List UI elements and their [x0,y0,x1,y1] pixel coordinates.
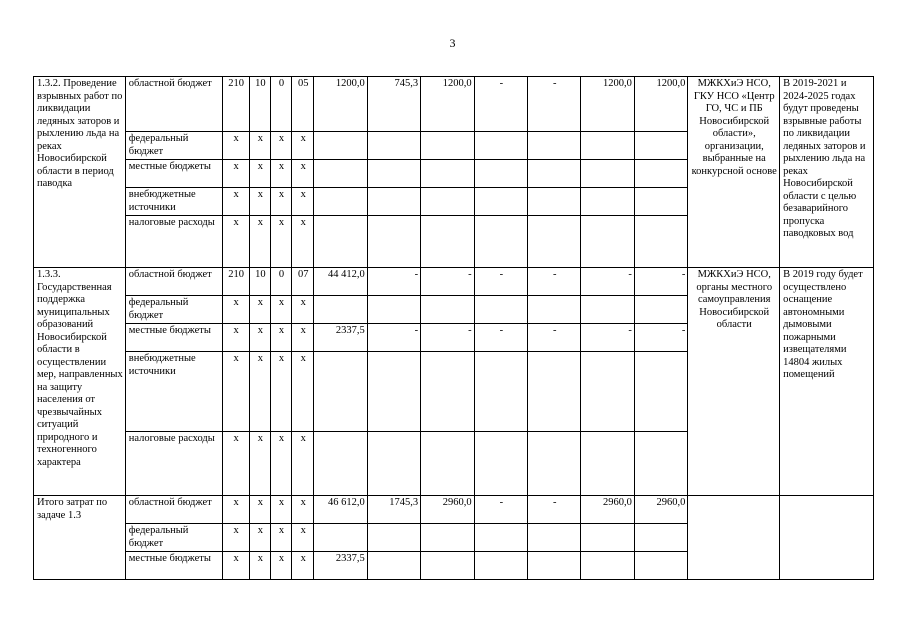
amount-year-4: - [528,324,581,352]
amount-year-1 [367,160,420,188]
amount-year-2 [421,132,474,160]
amount-total [314,296,367,324]
amount-year-1 [367,432,420,496]
code-grbs: x [222,524,249,552]
code-grbs: 210 [222,77,249,132]
code-csr: x [292,524,314,552]
amount-year-4 [528,216,581,268]
funding-source: федеральный бюджет [125,524,222,552]
funding-source: внебюджетные источники [125,352,222,432]
amount-year-5 [581,432,634,496]
code-grbs: x [222,552,249,580]
amount-year-6 [634,160,687,188]
code-pr: x [270,216,291,268]
expected-result [780,496,874,580]
amount-year-3 [474,352,527,432]
amount-year-1 [367,216,420,268]
amount-year-5 [581,160,634,188]
funding-source: федеральный бюджет [125,296,222,324]
amount-year-4 [528,352,581,432]
amount-total [314,352,367,432]
amount-year-1 [367,524,420,552]
code-csr: x [292,132,314,160]
code-csr: 07 [292,268,314,296]
code-csr: x [292,432,314,496]
funding-source: областной бюджет [125,77,222,132]
amount-year-5 [581,524,634,552]
funding-source: местные бюджеты [125,552,222,580]
code-rz: x [249,352,270,432]
amount-year-5 [581,132,634,160]
amount-year-5: - [581,324,634,352]
amount-year-1 [367,188,420,216]
code-pr: x [270,524,291,552]
amount-total [314,188,367,216]
funding-source: местные бюджеты [125,160,222,188]
code-pr: x [270,552,291,580]
amount-year-2 [421,188,474,216]
responsible-organization [688,496,780,580]
amount-total [314,160,367,188]
amount-year-1 [367,296,420,324]
activity-name: 1.3.2. Проведение взрывных работ по ликвидации ледяных заторов и рыхлению льда на реках Новосибирской области в период паводка [34,77,126,268]
code-csr: x [292,496,314,524]
code-csr: x [292,188,314,216]
amount-year-3 [474,160,527,188]
code-grbs: x [222,296,249,324]
code-pr: x [270,432,291,496]
amount-year-6: 1200,0 [634,77,687,132]
amount-year-5: 2960,0 [581,496,634,524]
amount-year-3 [474,216,527,268]
amount-year-6 [634,524,687,552]
amount-total: 2337,5 [314,552,367,580]
code-rz: x [249,496,270,524]
amount-year-6 [634,352,687,432]
code-rz: x [249,324,270,352]
code-grbs: x [222,352,249,432]
table-row [34,496,874,524]
code-grbs: x [222,496,249,524]
table-row [34,77,874,132]
amount-year-1: 1745,3 [367,496,420,524]
responsible-organization: МЖКХиЭ НСО, органы местного самоуправления Новосибирской области [688,268,780,496]
code-grbs: 210 [222,268,249,296]
code-csr: 05 [292,77,314,132]
amount-year-4: - [528,496,581,524]
code-pr: x [270,188,291,216]
amount-year-4 [528,296,581,324]
code-grbs: x [222,432,249,496]
amount-year-1: 745,3 [367,77,420,132]
amount-year-2: - [421,324,474,352]
amount-year-4 [528,132,581,160]
amount-year-5 [581,216,634,268]
amount-total: 2337,5 [314,324,367,352]
amount-year-4 [528,160,581,188]
table-row [34,268,874,296]
amount-total: 46 612,0 [314,496,367,524]
code-pr: x [270,324,291,352]
amount-total: 44 412,0 [314,268,367,296]
amount-year-2 [421,552,474,580]
expected-result: В 2019-2021 и 2024-2025 годах будут проведены взрывные работы по ликвидации ледяных заторов и рыхлению льда на реках Новосибирской области с целью безаварийного пропуска паводковых вод [780,77,874,268]
code-csr: x [292,296,314,324]
amount-year-3: - [474,77,527,132]
amount-year-4: - [528,77,581,132]
amount-year-2 [421,216,474,268]
code-pr: x [270,352,291,432]
amount-year-3: - [474,324,527,352]
code-rz: x [249,216,270,268]
responsible-organization: МЖКХиЭ НСО, ГКУ НСО «Центр ГО, ЧС и ПБ Новосибирской области», организации, выбранные на конкурсной основе [688,77,780,268]
code-rz: x [249,296,270,324]
code-pr: x [270,160,291,188]
amount-year-1 [367,552,420,580]
funding-source: областной бюджет [125,496,222,524]
amount-year-6: - [634,324,687,352]
code-pr: 0 [270,77,291,132]
amount-year-2: - [421,268,474,296]
amount-year-6: - [634,268,687,296]
expected-result: В 2019 году будет осуществлено оснащение автономными дымовыми пожарными извещателями 14804 жилых помещений [780,268,874,496]
amount-year-6 [634,432,687,496]
code-csr: x [292,160,314,188]
amount-year-3 [474,188,527,216]
amount-year-2 [421,524,474,552]
code-rz: x [249,132,270,160]
amount-total [314,432,367,496]
code-pr: x [270,132,291,160]
amount-total: 1200,0 [314,77,367,132]
amount-year-5 [581,188,634,216]
amount-year-5 [581,552,634,580]
amount-year-6 [634,552,687,580]
code-rz: 10 [249,77,270,132]
amount-year-3 [474,552,527,580]
amount-year-1: - [367,268,420,296]
amount-year-2 [421,296,474,324]
amount-year-2 [421,352,474,432]
code-rz: x [249,524,270,552]
amount-year-1: - [367,324,420,352]
amount-year-2 [421,432,474,496]
amount-year-1 [367,132,420,160]
funding-source: налоговые расходы [125,216,222,268]
code-pr: 0 [270,268,291,296]
amount-year-4 [528,188,581,216]
code-rz: x [249,432,270,496]
amount-year-6 [634,188,687,216]
code-grbs: x [222,132,249,160]
code-csr: x [292,324,314,352]
amount-year-4 [528,524,581,552]
code-rz: x [249,160,270,188]
amount-year-3: - [474,268,527,296]
code-pr: x [270,296,291,324]
program-table [33,76,874,580]
amount-total [314,216,367,268]
amount-year-3: - [474,496,527,524]
amount-year-2: 1200,0 [421,77,474,132]
code-grbs: x [222,160,249,188]
funding-source: налоговые расходы [125,432,222,496]
funding-source: внебюджетные источники [125,188,222,216]
code-rz: x [249,188,270,216]
funding-source: областной бюджет [125,268,222,296]
amount-year-6 [634,296,687,324]
amount-year-6 [634,132,687,160]
amount-year-2 [421,160,474,188]
amount-year-1 [367,352,420,432]
amount-year-3 [474,132,527,160]
funding-source: федеральный бюджет [125,132,222,160]
code-grbs: x [222,188,249,216]
amount-year-4: - [528,268,581,296]
amount-year-6: 2960,0 [634,496,687,524]
amount-year-3 [474,524,527,552]
amount-year-3 [474,296,527,324]
code-csr: x [292,552,314,580]
code-rz: 10 [249,268,270,296]
code-csr: x [292,352,314,432]
code-grbs: x [222,324,249,352]
amount-year-5 [581,352,634,432]
amount-total [314,524,367,552]
code-grbs: x [222,216,249,268]
amount-total [314,132,367,160]
funding-source: местные бюджеты [125,324,222,352]
amount-year-5: 1200,0 [581,77,634,132]
amount-year-5 [581,296,634,324]
code-pr: x [270,496,291,524]
code-csr: x [292,216,314,268]
amount-year-4 [528,432,581,496]
activity-name: Итого затрат по задаче 1.3 [34,496,126,580]
amount-year-3 [474,432,527,496]
page-number: 3 [449,36,456,50]
code-rz: x [249,552,270,580]
amount-year-4 [528,552,581,580]
activity-name: 1.3.3. Государственная поддержка муниципальных образований Новосибирской области в осуществлении мер, направленных на защиту населения от чрезвычайных ситуаций природного и техногенного характера [34,268,126,496]
amount-year-2: 2960,0 [421,496,474,524]
amount-year-5: - [581,268,634,296]
amount-year-6 [634,216,687,268]
